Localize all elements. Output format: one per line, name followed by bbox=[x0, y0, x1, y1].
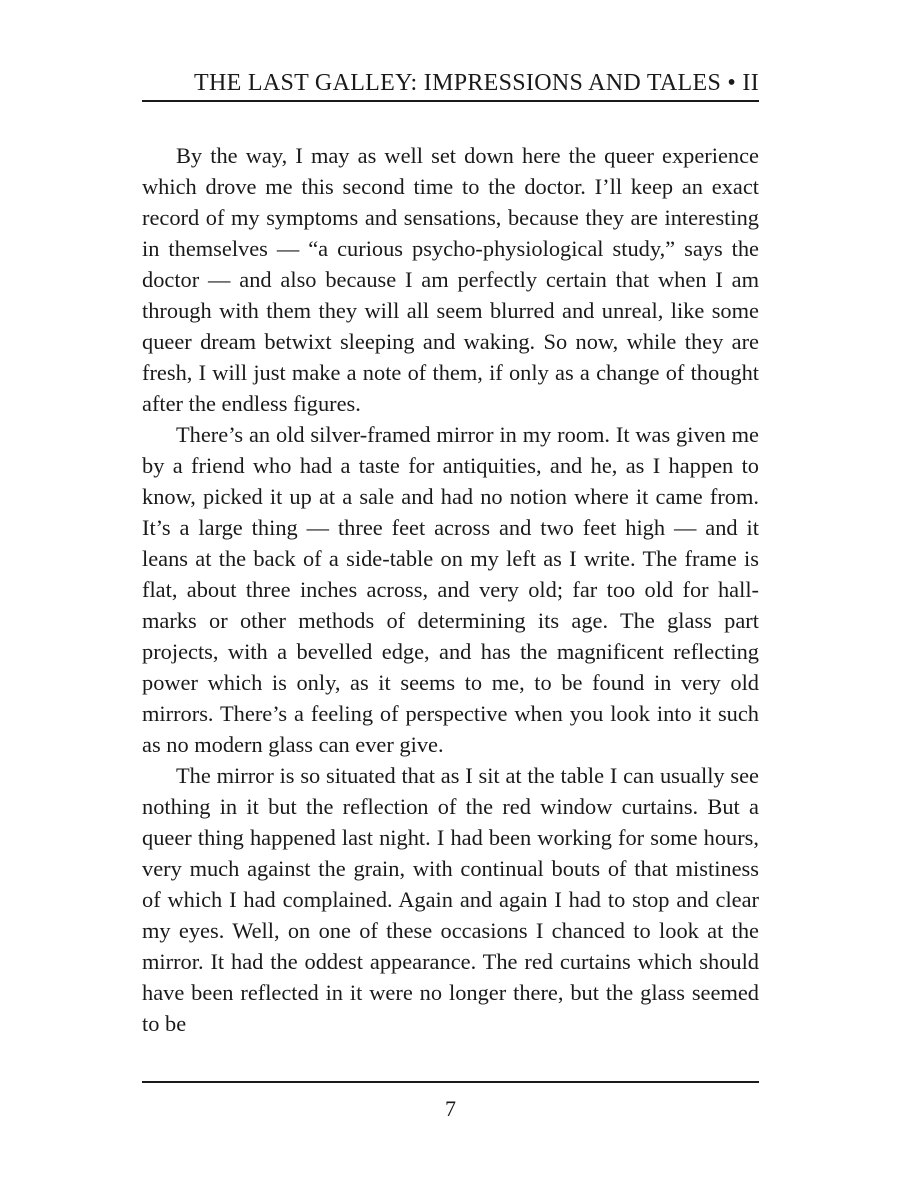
page-number: 7 bbox=[445, 1096, 456, 1121]
paragraph-3: The mirror is so situated that as I sit at the table I can usually see nothing in it but the reflection of the red window curtains. But a queer thing happened last night. I had been working for some hours, very much against the grain, with continual bouts of that mistiness of which I had complained. Again and again I had to stop and clear my eyes. Well, on one of these occasions I chanced to look at the mirror. It had the oddest appearance. The red curtains which should have been reflected in it were no longer there, but the glass seemed to be bbox=[142, 763, 759, 1036]
header-rule bbox=[142, 100, 759, 102]
paragraph-1: By the way, I may as well set down here the queer experience which drove me this second time to the doctor. I’ll keep an exact record of my symptoms and sensations, because they are interesting in themselves — “a curious psycho-physiological study,” says the doctor — and also because I am perfectly certain that when I am through with them they will all seem blurred and unreal, like some queer dream betwixt sleeping and waking. So now, while they are fresh, I will just make a note of them, if only as a change of thought after the endless figures. bbox=[142, 143, 759, 416]
body-text bbox=[142, 140, 759, 1039]
paragraph-2: There’s an old silver-framed mirror in my room. It was given me by a friend who had a taste for antiquities, and he, as I happen to know, picked it up at a sale and had no notion where it came from. It’s a large thing — three feet across and two feet high — and it leans at the back of a side-table on my left as I write. The frame is flat, about three inches across, and very old; far too old for hall-marks or other methods of determining its age. The glass part projects, with a bevelled edge, and has the magnificent reflecting power which is only, as it seems to me, to be found in very old mirrors. There’s a feeling of perspective when you look into it such as no modern glass can ever give. bbox=[142, 422, 759, 757]
footer-rule bbox=[142, 1081, 759, 1083]
book-page bbox=[142, 0, 759, 1200]
running-head: THE LAST GALLEY: IMPRESSIONS AND TALES • II bbox=[194, 70, 759, 96]
